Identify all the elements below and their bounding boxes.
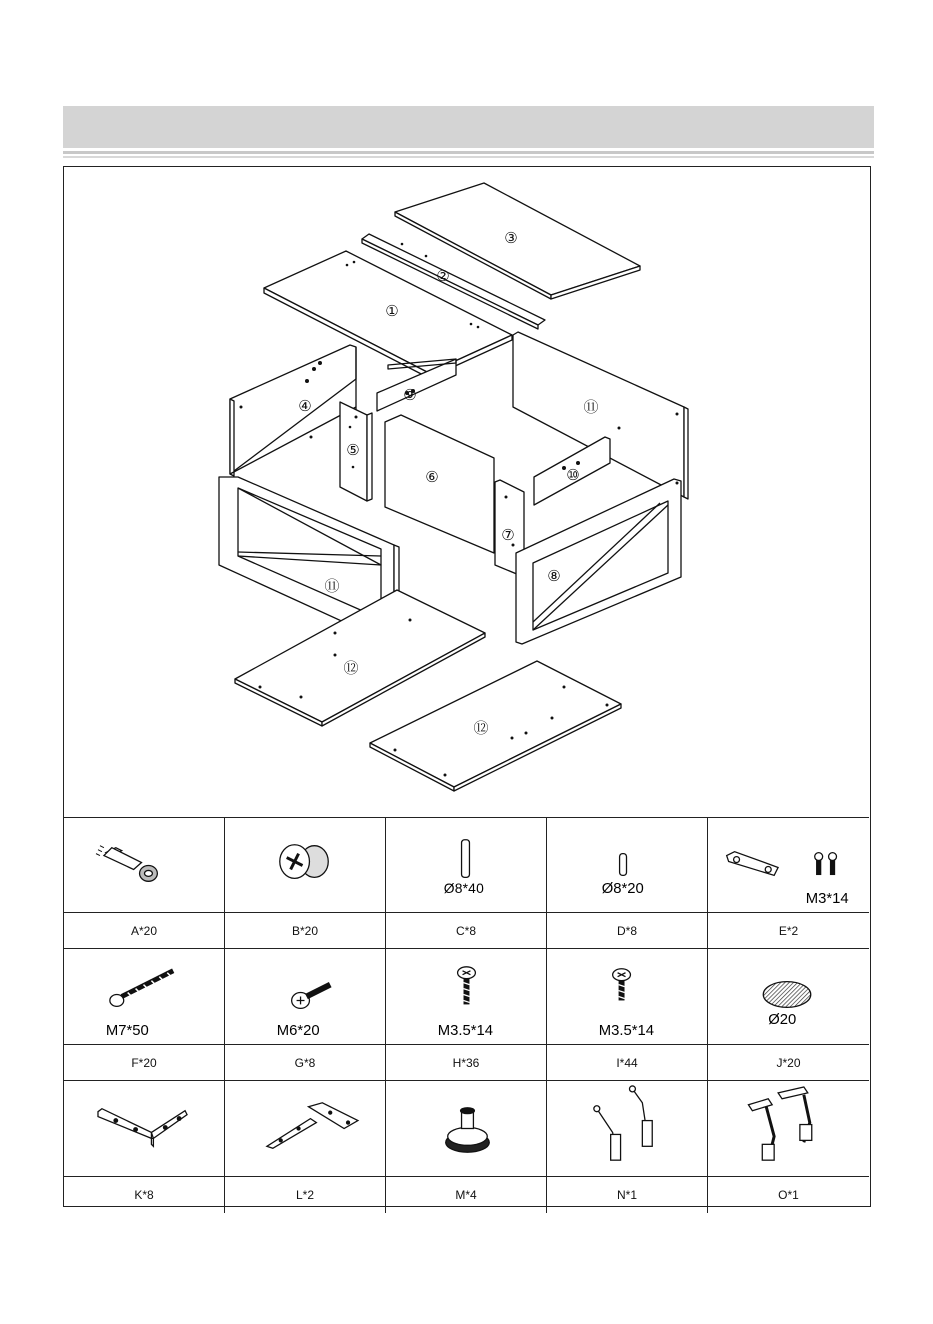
part-k-cell [64,1081,225,1177]
part-k-label: K*8 [64,1177,225,1213]
cam-lock-icon [225,818,385,912]
spec-g: M6*20 [276,1023,320,1040]
part-g-label: G*8 [225,1045,386,1081]
part-f-label: F*20 [64,1045,225,1081]
part-m-label: M*4 [386,1177,547,1213]
part-f-cell [64,949,225,1045]
spec-f: M7*50 [105,1023,149,1040]
corner-bracket-icon [64,1081,224,1176]
header-bar [63,106,874,148]
part-j-label: J*20 [708,1045,869,1081]
part-g-cell [225,949,386,1045]
label-panel-3: ③ [504,229,518,247]
part-m-cell [386,1081,547,1177]
part-l-cell [225,1081,386,1177]
spec-e: M3*14 [805,891,849,908]
label-panel-2: ② [436,267,450,285]
panel-12-right [370,661,621,791]
part-o-label: O*1 [778,1188,799,1202]
part-c-label: C*8 [386,913,547,949]
part-n-cell [547,1081,708,1177]
part-h-cell [386,949,547,1045]
label-panel-12-left: ⑫ [343,659,359,677]
dowel-short-icon [547,818,707,912]
part-l-label: L*2 [225,1177,386,1213]
spec-c: Ø8*40 [443,880,484,897]
confirmat-screw-icon [64,949,224,1044]
label-panel-10: ⑩ [566,466,580,484]
machine-bolt-icon [225,949,385,1044]
label-panel-11-front: ⑪ [324,577,340,595]
leveling-foot-icon [386,1081,546,1176]
label-panel-6: ⑥ [425,468,439,486]
label-panel-8: ⑧ [547,567,561,585]
header-rule [63,151,874,154]
label-panel-5: ⑤ [346,441,360,459]
exploded-diagram [64,167,869,817]
dowel-long-icon [386,818,546,912]
cover-cap-icon [708,949,869,1044]
header-rule-secondary [63,156,874,158]
label-panel-9: ⑨ [403,386,417,404]
part-a-cell [64,818,225,913]
instruction-frame [63,166,871,1207]
hardware-grid [64,817,869,1213]
label-panel-4: ④ [298,397,312,415]
panel-6 [385,415,494,553]
part-n-label: N*1 [547,1177,708,1213]
spec-h: M3.5*14 [437,1023,494,1040]
label-panel-7: ⑦ [501,526,515,544]
spec-i: M3.5*14 [598,1023,655,1040]
part-e-cell [708,818,869,913]
part-h-label: H*36 [386,1045,547,1081]
label-panel-12-right: ⑫ [473,719,489,737]
wood-screw-icon [386,949,546,1044]
connector-plate-icon [708,818,869,912]
part-i-cell [547,949,708,1045]
label-panel-11-back: ⑪ [583,398,599,416]
panel-8 [516,479,681,644]
t-hinge-icon [225,1081,385,1176]
cam-bolt-icon [64,818,224,912]
spec-d: Ø8*20 [601,881,644,898]
label-panel-1: ① [385,302,399,320]
pan-screw-icon [547,949,707,1044]
part-b-label: B*20 [225,913,386,949]
part-d-label: D*8 [547,913,708,949]
part-j-cell [708,949,869,1045]
part-d-cell [547,818,708,913]
panel-4 [230,345,356,476]
part-i-label: I*44 [547,1045,708,1081]
part-o-cell [708,1081,869,1177]
part-e-label: E*2 [708,913,869,949]
part-c-cell [386,818,547,913]
part-b-cell [225,818,386,913]
spec-j: Ø20 [768,1012,797,1029]
lid-stay-icon [547,1081,707,1176]
lift-hinge-icon [708,1081,869,1176]
part-a-label: A*20 [64,913,225,949]
